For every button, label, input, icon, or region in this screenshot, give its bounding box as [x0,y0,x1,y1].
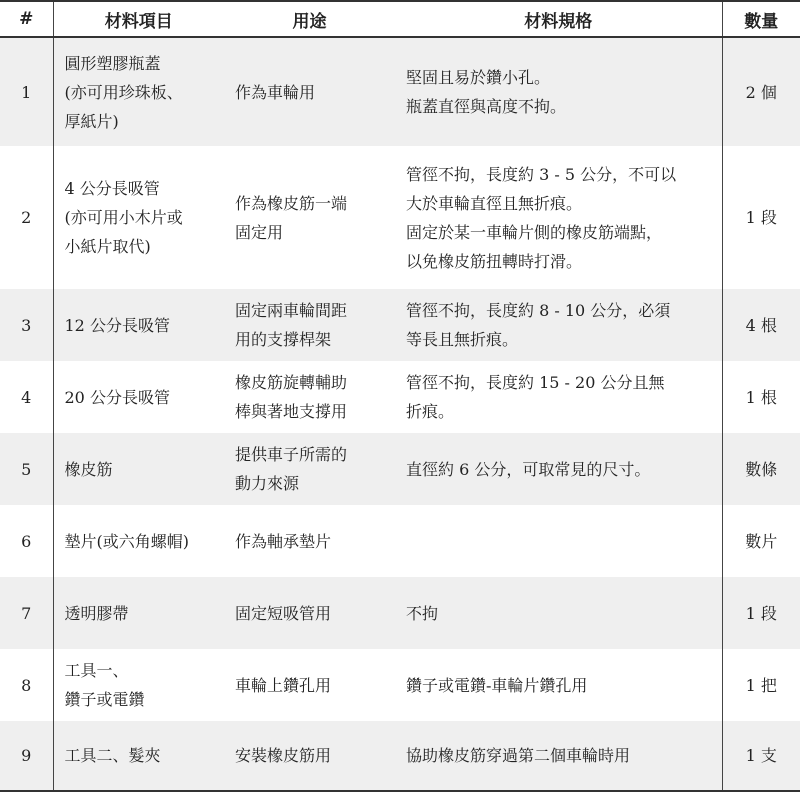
usage-line: 車輪上鑽孔用 [235,675,332,695]
spec-line: 大於車輪直徑且無折痕。 [406,193,583,213]
material-item-line: 工具二、髮夾 [64,746,161,765]
spec-cell [395,505,722,577]
spec-line: 直徑約 6 公分，可取常見的尺寸。 [406,459,651,479]
material-item-line: (亦可用珍珠板、 [64,82,183,102]
usage-cell [224,577,395,649]
usage-line: 用的支撐桿架 [235,330,332,349]
table-header [0,1,800,37]
spec-line: 管徑不拘，長度約 3 - 5 公分，不可以 [406,164,677,184]
material-item-line: 12 公分長吸管 [64,315,170,335]
quantity-cell: 數片 [745,531,778,551]
material-item-line: 橡皮筋 [64,459,113,479]
table-row [0,721,800,791]
spec-cell [395,649,722,721]
material-item-cell [53,361,224,433]
usage-line: 作為軸承墊片 [235,531,332,551]
spec-cell [395,721,722,791]
row-number-cell: 6 [0,505,53,577]
usage-cell [224,37,395,146]
spec-cell [395,577,722,649]
material-item-line: 小紙片取代) [64,237,151,256]
row-number-cell: 5 [0,433,53,505]
usage-line: 動力來源 [235,474,300,493]
usage-line: 固定兩車輪間距 [235,301,348,320]
quantity-cell: 2 個 [722,37,800,146]
row-number-cell: 4 [0,361,53,433]
material-item-line: 墊片(或六角螺帽) [64,531,189,551]
table-row [0,577,800,649]
header-item: 材料項目 [53,1,224,37]
material-item-cell [53,577,224,649]
row-number-cell: 3 [0,289,53,361]
material-item-cell [53,146,224,289]
spec-line: 管徑不拘，長度約 15 - 20 公分且無 [406,373,665,392]
material-item-line: 20 公分長吸管 [64,387,170,407]
usage-line: 棒與著地支撐用 [235,402,348,421]
table-row [0,289,800,361]
material-item-cell [53,505,224,577]
quantity-cell: 4 根 [722,289,800,361]
material-item-line: 鑽子或電鑽 [64,690,145,709]
table-row [0,361,800,433]
row-number-cell: 1 [0,37,53,146]
spec-line: 不拘 [406,603,439,623]
quantity-cell: 1 段 [722,577,800,649]
spec-cell [395,37,722,146]
quantity-cell: 1 段 [745,208,777,227]
material-item-line: 透明膠帶 [64,603,129,623]
usage-line: 橡皮筋旋轉輔助 [235,373,348,392]
spec-cell [395,289,722,361]
material-item-line: 4 公分長吸管 [64,179,160,198]
usage-cell [224,721,395,791]
table-row [0,505,800,577]
spec-line: 等長且無折痕。 [406,330,519,349]
header-usage: 用途 [224,1,395,37]
spec-cell [395,361,722,433]
quantity-cell: 1 根 [745,387,777,407]
header-row [0,1,800,37]
usage-cell [224,146,395,289]
row-number-cell: 2 [0,146,53,289]
usage-cell [224,361,395,433]
material-item-cell [53,721,224,791]
usage-line: 提供車子所需的 [235,445,348,464]
spec-cell [395,146,722,289]
material-item-cell [53,289,224,361]
usage-line: 作為車輪用 [235,82,316,102]
spec-cell [395,433,722,505]
material-item-line: 圓形塑膠瓶蓋 [64,53,161,73]
table-body [0,37,800,791]
row-number-cell: 9 [0,721,53,791]
material-item-cell [53,433,224,505]
spec-line: 折痕。 [406,402,455,421]
header-number: # [0,1,53,37]
usage-line: 固定短吸管用 [235,603,332,623]
row-number-cell: 8 [0,649,53,721]
table-row [0,649,800,721]
material-item-line: 工具一、 [64,661,129,680]
spec-line: 固定於某一車輪片側的橡皮筋端點， [406,222,663,242]
material-item-cell [53,37,224,146]
usage-cell [224,505,395,577]
header-spec: 材料規格 [395,1,722,37]
row-number-cell: 7 [0,577,53,649]
quantity-cell: 數條 [722,433,800,505]
spec-line: 管徑不拘，長度約 8 - 10 公分，必須 [406,301,671,320]
table-row [0,37,800,146]
usage-line: 作為橡皮筋一端 [235,193,348,213]
usage-line: 安裝橡皮筋用 [235,746,332,765]
usage-cell [224,289,395,361]
material-item-line: 厚紙片) [64,111,119,131]
material-item-cell [53,649,224,721]
spec-line: 協助橡皮筋穿過第二個車輪時用 [406,746,631,765]
spec-line: 堅固且易於鑽小孔。 [406,68,551,87]
table-row [0,433,800,505]
spec-line: 瓶蓋直徑與高度不拘。 [406,97,567,116]
header-quantity: 數量 [722,1,800,37]
table-row [0,146,800,289]
material-item-line: (亦可用小木片或 [64,208,183,227]
usage-cell [224,433,395,505]
spec-line: 以免橡皮筋扭轉時打滑。 [406,251,583,271]
usage-cell [224,649,395,721]
quantity-cell: 1 把 [745,675,777,695]
quantity-cell: 1 支 [722,721,800,791]
spec-line: 鑽子或電鑽-車輪片鑽孔用 [406,675,588,695]
usage-line: 固定用 [235,222,284,242]
